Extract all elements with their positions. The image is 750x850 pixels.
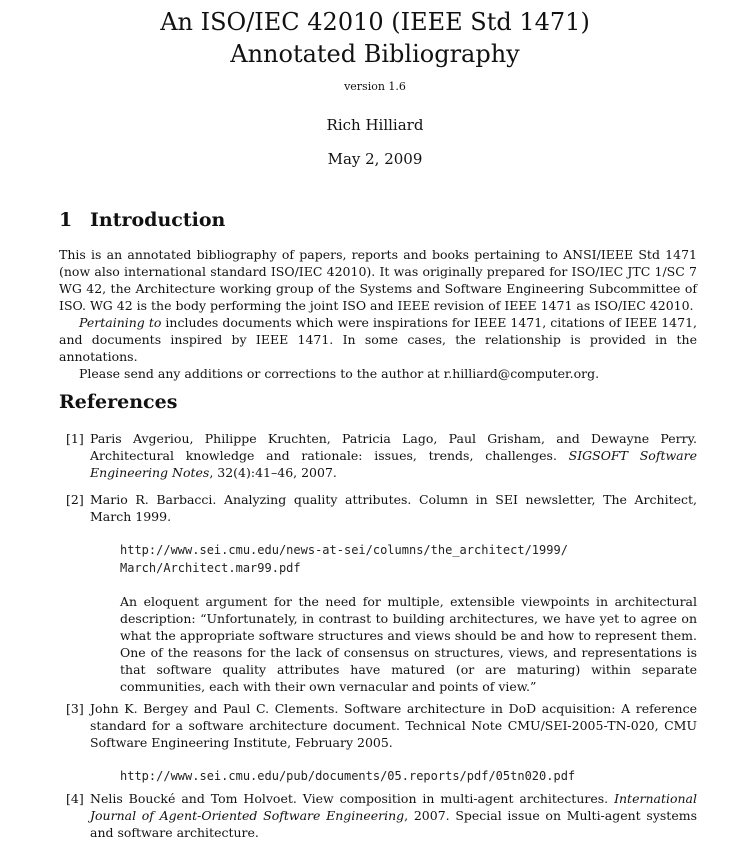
reference-text: Nelis Boucké and Tom Holvoet. View composition in multi-agent architectures. (90, 791, 615, 806)
document-author: Rich Hilliard (326, 116, 424, 134)
section-number: 1 (59, 209, 73, 231)
document-date: May 2, 2009 (327, 150, 423, 168)
introduction-body (59, 246, 697, 382)
intro-paragraph-2-text: includes documents which were inspirations for IEEE 1471, citations of IEEE 1471, and documents inspired by IEEE 1471. In some cases, the relationship is provided in the annotations. (59, 315, 697, 364)
reference-entry-3 (66, 700, 697, 785)
section-title: Introduction (90, 209, 226, 231)
reference-entry-1 (66, 430, 697, 481)
reference-tail: , 32(4):41–46, 2007. (209, 465, 337, 480)
reference-url-line-1[interactable]: http://www.sei.cmu.edu/news-at-sei/columns/the_architect/1999/ (120, 543, 568, 557)
reference-url[interactable] (120, 541, 697, 577)
section-heading-introduction (59, 209, 225, 231)
reference-venue: International Journal of Agent-Oriented Software Engineering (90, 791, 697, 823)
document-version: version 1.6 (344, 80, 406, 93)
intro-paragraph-2 (59, 314, 697, 365)
reference-label: [4] (66, 791, 84, 806)
reference-text: Mario R. Barbacci. Analyzing quality attributes. Column in SEI newsletter, The Architect, March 1999. (90, 492, 697, 524)
reference-citation (90, 430, 697, 481)
reference-label: [2] (66, 492, 84, 507)
reference-venue: SIGSOFT Software Engineering Notes (90, 448, 697, 480)
reference-url[interactable]: http://www.sei.cmu.edu/pub/documents/05.reports/pdf/05tn020.pdf (120, 769, 576, 783)
reference-annotation: An eloquent argument for the need for multiple, extensible viewpoints in architectural description: “Unfortunately, in contrast to building architectures, we have yet to agree on what the appropriate software structures and views should be and how to represent them. One of the reasons for the lack of consensus on structures, views, and representations is that software quality attributes have matured (or are maturing) within separate communities, each with their own vernacular and points of view.” (120, 594, 697, 694)
references-heading: References (59, 391, 178, 413)
reference-entry-2 (66, 491, 697, 695)
reference-entry-4 (66, 790, 697, 841)
reference-text: Paris Avgeriou, Philippe Kruchten, Patricia Lago, Paul Grisham, and Dewayne Perry. Architectural knowledge and rationale: issues, trends, challenges. (90, 431, 697, 463)
reference-citation (90, 790, 697, 841)
reference-text: John K. Bergey and Paul C. Clements. Software architecture in DoD acquisition: A reference standard for a software architecture document. Technical Note CMU/SEI-2005-TN-020, CMU Software Engineering Institute, February 2005. (90, 701, 697, 750)
reference-label: [3] (66, 701, 84, 716)
reference-citation (90, 700, 697, 785)
reference-tail: , 2007. Special issue on Multi-agent systems and software architecture. (90, 808, 697, 840)
reference-url-line-2[interactable]: March/Architect.mar99.pdf (120, 561, 301, 575)
intro-paragraph-1: This is an annotated bibliography of papers, reports and books pertaining to ANSI/IEEE Std 1471 (now also international standard ISO/IEC 42010). It was originally prepared for ISO/IEC JTC 1/SC 7 WG 42, the Architecture working group of the Systems and Software Engineering Subcommittee of ISO. WG 42 is the body performing the joint ISO and IEEE revision of IEEE 1471 as ISO/IEC 42010. (59, 247, 697, 313)
intro-paragraph-3: Please send any additions or corrections to the author at r.hilliard@computer.org. (79, 366, 600, 381)
document-title-line1: An ISO/IEC 42010 (IEEE Std 1471) (160, 8, 590, 36)
reference-label: [1] (66, 431, 84, 446)
reference-citation (90, 491, 697, 695)
intro-emphasis: Pertaining to (79, 315, 162, 330)
document-title-line2: Annotated Bibliography (230, 40, 520, 68)
